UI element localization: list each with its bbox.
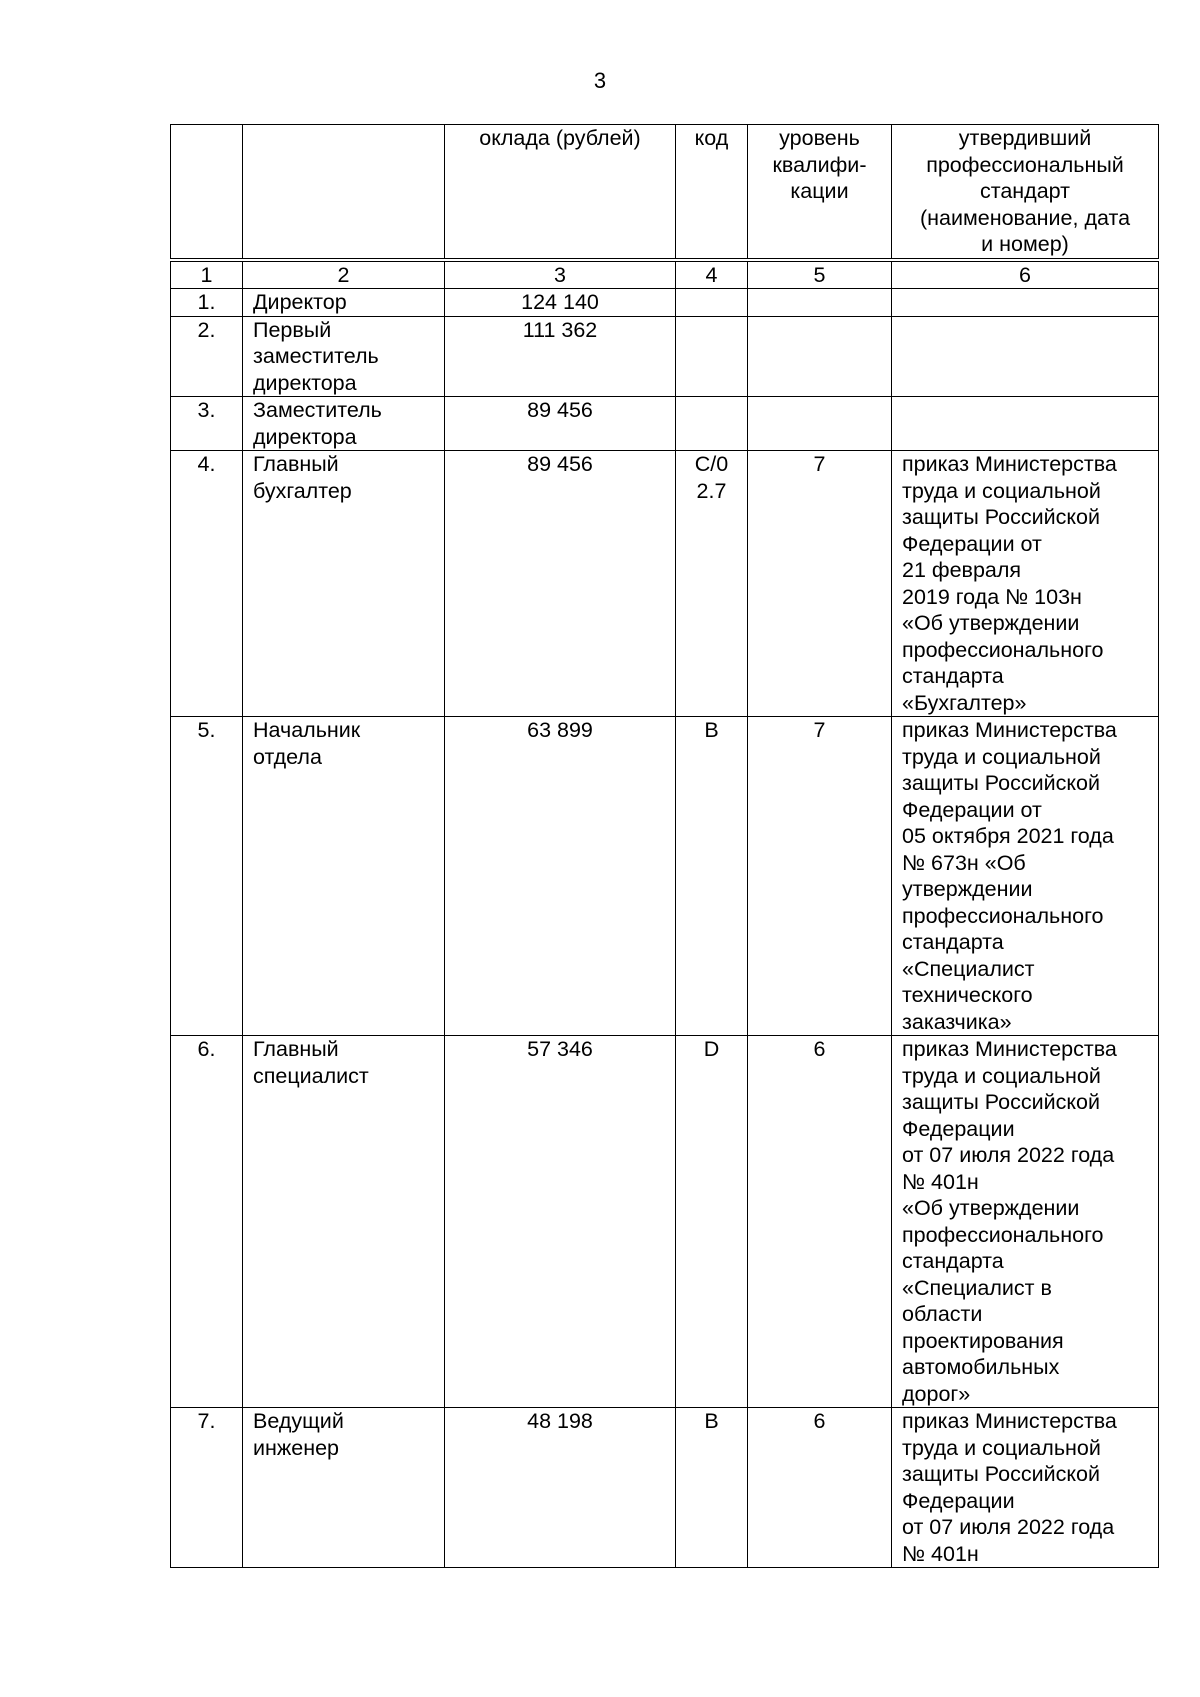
professional-standard: приказ Министерства труда и социальной защиты Российской Федерации от 05 октября 2021 года № 673н «Об утверждении профессионального стандарта «Специалист технического заказчика» xyxy=(892,717,1159,1036)
page-number: 3 xyxy=(593,68,607,93)
qualification-level xyxy=(748,397,892,451)
row-number: 4. xyxy=(171,451,243,717)
header-cell-level: уровень квалифи- кации xyxy=(748,125,892,260)
position-name: Директор xyxy=(243,289,445,317)
qualification-code: B xyxy=(676,717,748,1036)
table-row xyxy=(171,1036,1159,1408)
qualification-code: C/0 2.7 xyxy=(676,451,748,717)
professional-standard: приказ Министерства труда и социальной защиты Российской Федерации от 07 июля 2022 года № 401н xyxy=(892,1408,1159,1568)
qualification-level xyxy=(748,289,892,317)
qualification-code: B xyxy=(676,1408,748,1568)
row-number: 1. xyxy=(171,289,243,317)
table-row xyxy=(171,451,1159,717)
table-header-row xyxy=(171,125,1159,260)
salary-value: 89 456 xyxy=(445,451,676,717)
position-name: Заместитель директора xyxy=(243,397,445,451)
salary-value: 63 899 xyxy=(445,717,676,1036)
column-number: 1 xyxy=(171,260,243,289)
row-number: 3. xyxy=(171,397,243,451)
row-number: 7. xyxy=(171,1408,243,1568)
salary-table xyxy=(170,124,1159,1568)
position-name: Ведущий инженер xyxy=(243,1408,445,1568)
header-cell-position xyxy=(243,125,445,260)
qualification-level: 6 xyxy=(748,1408,892,1568)
qualification-level: 7 xyxy=(748,451,892,717)
position-name: Первый заместитель директора xyxy=(243,316,445,397)
table-row xyxy=(171,717,1159,1036)
qualification-level: 6 xyxy=(748,1036,892,1408)
salary-value: 57 346 xyxy=(445,1036,676,1408)
professional-standard xyxy=(892,289,1159,317)
column-number: 5 xyxy=(748,260,892,289)
row-number: 2. xyxy=(171,316,243,397)
column-number-row xyxy=(171,260,1159,289)
row-number: 5. xyxy=(171,717,243,1036)
table-row xyxy=(171,1408,1159,1568)
salary-value: 48 198 xyxy=(445,1408,676,1568)
professional-standard: приказ Министерства труда и социальной защиты Российской Федерации от 21 февраля 2019 года № 103н «Об утверждении профессионального стандарта «Бухгалтер» xyxy=(892,451,1159,717)
column-number: 6 xyxy=(892,260,1159,289)
qualification-code xyxy=(676,397,748,451)
position-name: Главный бухгалтер xyxy=(243,451,445,717)
qualification-level xyxy=(748,316,892,397)
qualification-code xyxy=(676,289,748,317)
table-row xyxy=(171,289,1159,317)
salary-value: 124 140 xyxy=(445,289,676,317)
professional-standard xyxy=(892,397,1159,451)
header-cell-code: код xyxy=(676,125,748,260)
header-cell-number xyxy=(171,125,243,260)
professional-standard: приказ Министерства труда и социальной защиты Российской Федерации от 07 июля 2022 года № 401н «Об утверждении профессионального стандарта «Специалист в области проектирования автомобильных дорог» xyxy=(892,1036,1159,1408)
professional-standard xyxy=(892,316,1159,397)
header-cell-salary: оклада (рублей) xyxy=(445,125,676,260)
salary-value: 111 362 xyxy=(445,316,676,397)
qualification-level: 7 xyxy=(748,717,892,1036)
table-row xyxy=(171,316,1159,397)
column-number: 3 xyxy=(445,260,676,289)
salary-value: 89 456 xyxy=(445,397,676,451)
row-number: 6. xyxy=(171,1036,243,1408)
table-row xyxy=(171,397,1159,451)
header-cell-standard: утвердивший профессиональный стандарт (наименование, дата и номер) xyxy=(892,125,1159,260)
qualification-code: D xyxy=(676,1036,748,1408)
column-number: 4 xyxy=(676,260,748,289)
position-name: Главный специалист xyxy=(243,1036,445,1408)
qualification-code xyxy=(676,316,748,397)
position-name: Начальник отдела xyxy=(243,717,445,1036)
column-number: 2 xyxy=(243,260,445,289)
